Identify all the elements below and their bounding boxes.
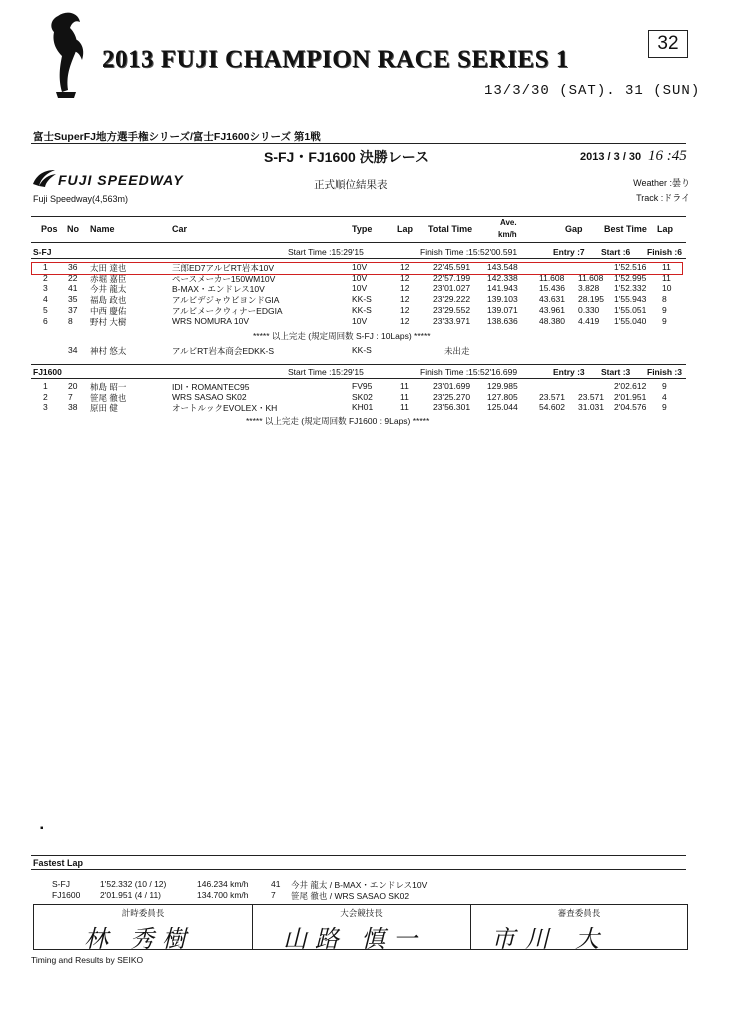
cell-total-time: 23'01.699 (433, 381, 471, 391)
fastest-lap-top-rule (31, 855, 686, 856)
timekeeper-signature-cell (34, 905, 252, 953)
emblem-icon (36, 8, 96, 108)
sfj-rule (31, 258, 686, 259)
sfj-start-time: Start Time :15:29'15 (288, 247, 364, 257)
sfj-entry: Entry :7 (553, 247, 585, 257)
cell-lap: 12 (400, 272, 410, 283)
col-gap: Gap (565, 224, 583, 234)
fastest-lap-lap-time: 2'01.951 (4 / 11) (100, 889, 162, 900)
cell-car: ペースメーカー150WM10V (172, 273, 276, 284)
dns-status: 未出走 (444, 346, 470, 356)
cell-ave: 127.805 (487, 391, 518, 402)
cell-lap: 11 (400, 391, 409, 402)
cell-gap-leader: 15.436 (539, 283, 565, 294)
cell-no: 7 (68, 391, 73, 402)
cell-car: WRS SASAO SK02 (172, 391, 247, 402)
col-best-time: Best Time (604, 224, 647, 234)
header-bottom-rule (31, 242, 686, 243)
header-rule (31, 143, 686, 144)
cell-name: 野村 大樹 (90, 316, 127, 327)
cell-no: 41 (68, 283, 78, 294)
cell-type: FV95 (352, 381, 373, 391)
col-pos: Pos (41, 224, 58, 234)
cell-type: 10V (352, 283, 368, 294)
cell-best-lap: 11 (662, 262, 671, 272)
cell-type: KH01 (352, 402, 374, 412)
col-lap: Lap (397, 224, 414, 234)
cell-type: 10V (352, 262, 368, 272)
cell-pos: 3 (43, 283, 48, 294)
cell-gap-leader: 43.631 (539, 294, 565, 305)
fastest-lap-car-no: 7 (271, 889, 276, 900)
cell-lap: 12 (400, 294, 410, 305)
sfj-classified-note: ***** 以上完走 (規定周回数 S-FJ : 10Laps) ***** (253, 331, 431, 341)
results-title: 正式順位結果表 (314, 179, 388, 191)
handwritten-time: 16 :45 (648, 148, 687, 164)
cell-lap: 12 (400, 262, 410, 272)
cell-name: 福島 政也 (90, 295, 127, 306)
col-ave: Ave. (500, 218, 517, 227)
cell-ave: 125.044 (487, 402, 518, 412)
cell-type: KK-S (352, 304, 372, 315)
cell-best-time: 1'52.516 (614, 262, 647, 272)
cell-best-time: 1'55.051 (614, 304, 647, 315)
steward-signature: 市川 大 (491, 927, 609, 953)
fj1600-rule (31, 378, 686, 379)
cell-best-time: 2'04.576 (614, 402, 647, 412)
cell-best-lap: 9 (662, 402, 667, 412)
cell-ave: 139.103 (487, 294, 518, 305)
director-signature: 山路 慎一 (283, 927, 425, 953)
cell-gap-leader: 11.608 (539, 272, 565, 283)
cell-ave: 138.636 (487, 315, 518, 326)
fastest-lap-lap-time: 1'52.332 (10 / 12) (100, 879, 167, 889)
cell-ave: 143.548 (487, 262, 518, 272)
stray-mark: ▪ (40, 823, 44, 834)
cell-best-lap: 11 (662, 272, 671, 283)
cell-pos: 6 (43, 315, 48, 326)
fastest-lap-driver: 今井 龍太 / B-MAX・エンドレス10V (291, 880, 428, 890)
fastest-lap-car-no: 41 (271, 879, 281, 889)
cell-car: オートルックEVOLEX・KH (172, 403, 278, 413)
cell-gap-prev: 23.571 (578, 391, 604, 402)
cell-no: 22 (68, 272, 78, 283)
cell-pos: 1 (43, 262, 48, 272)
col-name: Name (90, 224, 115, 234)
race-title: S-FJ・FJ1600 決勝レース (264, 149, 430, 165)
sfj-finish: Finish :6 (647, 247, 682, 257)
fj1600-top-rule (31, 364, 686, 365)
fastest-lap-class: S-FJ (52, 879, 70, 889)
cell-gap-leader: 48.380 (539, 315, 565, 326)
dns-name: 神村 悠太 (90, 346, 127, 356)
fj1600-start-time: Start Time :15:29'15 (288, 367, 364, 377)
cell-no: 35 (68, 294, 78, 305)
cell-total-time: 23'29.552 (433, 304, 471, 315)
cell-type: 10V (352, 315, 368, 326)
cell-lap: 12 (400, 315, 410, 326)
cell-car: アルビメークウィナーEDGIA (172, 305, 283, 316)
report-date: 2013 / 3 / 30 (580, 151, 642, 163)
cell-best-time: 1'52.995 (614, 272, 647, 283)
fj1600-entry: Entry :3 (553, 367, 585, 377)
cell-pos: 4 (43, 294, 48, 305)
director-label: 大会競技長 (340, 908, 383, 918)
cell-pos: 2 (43, 391, 48, 402)
cell-best-lap: 8 (662, 294, 667, 305)
cell-lap: 12 (400, 304, 410, 315)
steward-signature-cell (471, 905, 687, 953)
cell-ave: 141.943 (487, 283, 518, 294)
cell-pos: 5 (43, 304, 48, 315)
sfj-class-label: S-FJ (33, 247, 52, 257)
cell-total-time: 22'57.199 (433, 272, 471, 283)
cell-pos: 1 (43, 381, 48, 391)
fuji-speedway-logo-icon (31, 168, 57, 188)
cell-ave: 139.071 (487, 304, 518, 315)
cell-best-lap: 9 (662, 381, 667, 391)
fastest-lap-speed: 134.700 km/h (197, 889, 249, 900)
cell-gap-prev: 4.419 (578, 315, 600, 326)
cell-total-time: 23'29.222 (433, 294, 471, 305)
cell-name: 柿島 昭一 (90, 382, 127, 392)
cell-no: 38 (68, 402, 78, 412)
cell-no: 36 (68, 262, 78, 272)
cell-gap-prev: 11.608 (578, 272, 604, 283)
cell-best-time: 1'55.943 (614, 294, 647, 305)
cell-no: 8 (68, 315, 73, 326)
fj1600-start: Start :3 (601, 367, 631, 377)
timekeeper-label: 計時委員長 (121, 908, 165, 918)
cell-lap: 12 (400, 283, 410, 294)
cell-best-time: 2'01.951 (614, 391, 647, 402)
director-signature-cell (253, 905, 470, 953)
cell-type: 10V (352, 272, 368, 283)
weather: Weather :曇り (633, 178, 690, 188)
col-car: Car (172, 224, 188, 234)
fastest-lap-title: Fastest Lap (33, 858, 84, 868)
cell-name: 中西 慶佑 (90, 305, 127, 316)
col-best-lap: Lap (657, 224, 674, 234)
cell-gap-prev: 3.828 (578, 283, 600, 294)
cell-best-lap: 10 (662, 283, 672, 294)
cell-name: 原田 健 (90, 403, 118, 413)
event-dates: 13/3/30 (SAT). 31 (SUN) (484, 83, 701, 99)
fuji-speedway-logo: FUJI SPEEDWAY (58, 172, 184, 188)
timekeeper-signature: 林 秀樹 (84, 927, 194, 953)
cell-best-lap: 9 (662, 304, 667, 315)
cell-no: 20 (68, 381, 78, 391)
cell-total-time: 23'01.027 (433, 283, 471, 294)
cell-car: B-MAX・エンドレス10V (172, 284, 265, 295)
fj1600-class-label: FJ1600 (33, 367, 62, 377)
cell-best-lap: 4 (662, 391, 667, 402)
timing-credit: Timing and Results by SEIKO (31, 955, 144, 965)
cell-car: アルビデジャウビヨンドGIA (172, 295, 280, 306)
signature-box (33, 904, 688, 953)
circuit-name: Fuji Speedway(4,563m) (33, 194, 129, 204)
table-top-rule (31, 216, 686, 217)
cell-lap: 11 (400, 402, 409, 412)
series-name: 富士SuperFJ地方選手権シリーズ/富士FJ1600シリーズ 第1戦 (33, 131, 321, 143)
sfj-start: Start :6 (601, 247, 631, 257)
cell-car: WRS NOMURA 10V (172, 315, 249, 326)
fj1600-classified-note: ***** 以上完走 (規定周回数 FJ1600 : 9Laps) ***** (246, 416, 430, 426)
cell-car: IDI・ROMANTEC95 (172, 382, 250, 392)
cell-best-time: 1'52.332 (614, 283, 647, 294)
cell-gap-prev: 31.031 (578, 402, 604, 412)
cell-pos: 3 (43, 402, 48, 412)
cell-gap-leader: 54.602 (539, 402, 565, 412)
cell-pos: 2 (43, 272, 48, 283)
cell-best-time: 1'55.040 (614, 315, 647, 326)
cell-name: 笹尾 徹也 (90, 392, 127, 403)
fastest-lap-rule (31, 869, 686, 870)
fastest-lap-driver: 笹尾 徹也 / WRS SASAO SK02 (291, 890, 410, 901)
track-condition: Track :ドライ (636, 193, 690, 203)
cell-type: SK02 (352, 391, 373, 402)
col-no: No (67, 224, 79, 234)
cell-total-time: 22'45.591 (433, 262, 471, 272)
cell-name: 今井 龍太 (90, 284, 127, 295)
cell-no: 37 (68, 304, 78, 315)
cell-car: 三郎ED7アルビRT岩本10V (172, 263, 274, 273)
steward-label: 審査委員長 (557, 908, 601, 918)
fj1600-finish: Finish :3 (647, 367, 682, 377)
fastest-lap-class: FJ1600 (52, 889, 81, 900)
cell-name: 赤堀 嘉臣 (90, 273, 127, 284)
dns-type: KK-S (352, 345, 372, 355)
cell-best-lap: 9 (662, 315, 667, 326)
cell-gap-leader: 43.961 (539, 304, 565, 315)
col-total-time: Total Time (428, 224, 473, 234)
cell-total-time: 23'56.301 (433, 402, 471, 412)
cell-gap-leader: 23.571 (539, 391, 565, 402)
sfj-finish-time: Finish Time :15:52'00.591 (420, 247, 518, 257)
page-number-box: 32 (648, 30, 688, 58)
cell-total-time: 23'25.270 (433, 391, 471, 402)
cell-ave: 129.985 (487, 381, 518, 391)
cell-lap: 11 (400, 381, 409, 391)
cell-gap-prev: 28.195 (578, 294, 604, 305)
cell-best-time: 2'02.612 (614, 381, 647, 391)
dns-car: アルビRT岩本商会EDKK-S (172, 346, 274, 356)
cell-type: KK-S (352, 294, 372, 305)
cell-ave: 142.338 (487, 272, 518, 283)
cell-total-time: 23'33.971 (433, 315, 471, 326)
fastest-lap-speed: 146.234 km/h (197, 879, 249, 889)
dns-no: 34 (68, 345, 78, 355)
cell-name: 太田 達也 (90, 263, 127, 273)
championship-title: 2013 FUJI CHAMPION RACE SERIES 1 (102, 46, 569, 73)
cell-gap-prev: 0.330 (578, 304, 600, 315)
col-type: Type (352, 224, 373, 234)
col-ave-unit: km/h (498, 230, 517, 239)
fj1600-finish-time: Finish Time :15:52'16.699 (420, 367, 518, 377)
